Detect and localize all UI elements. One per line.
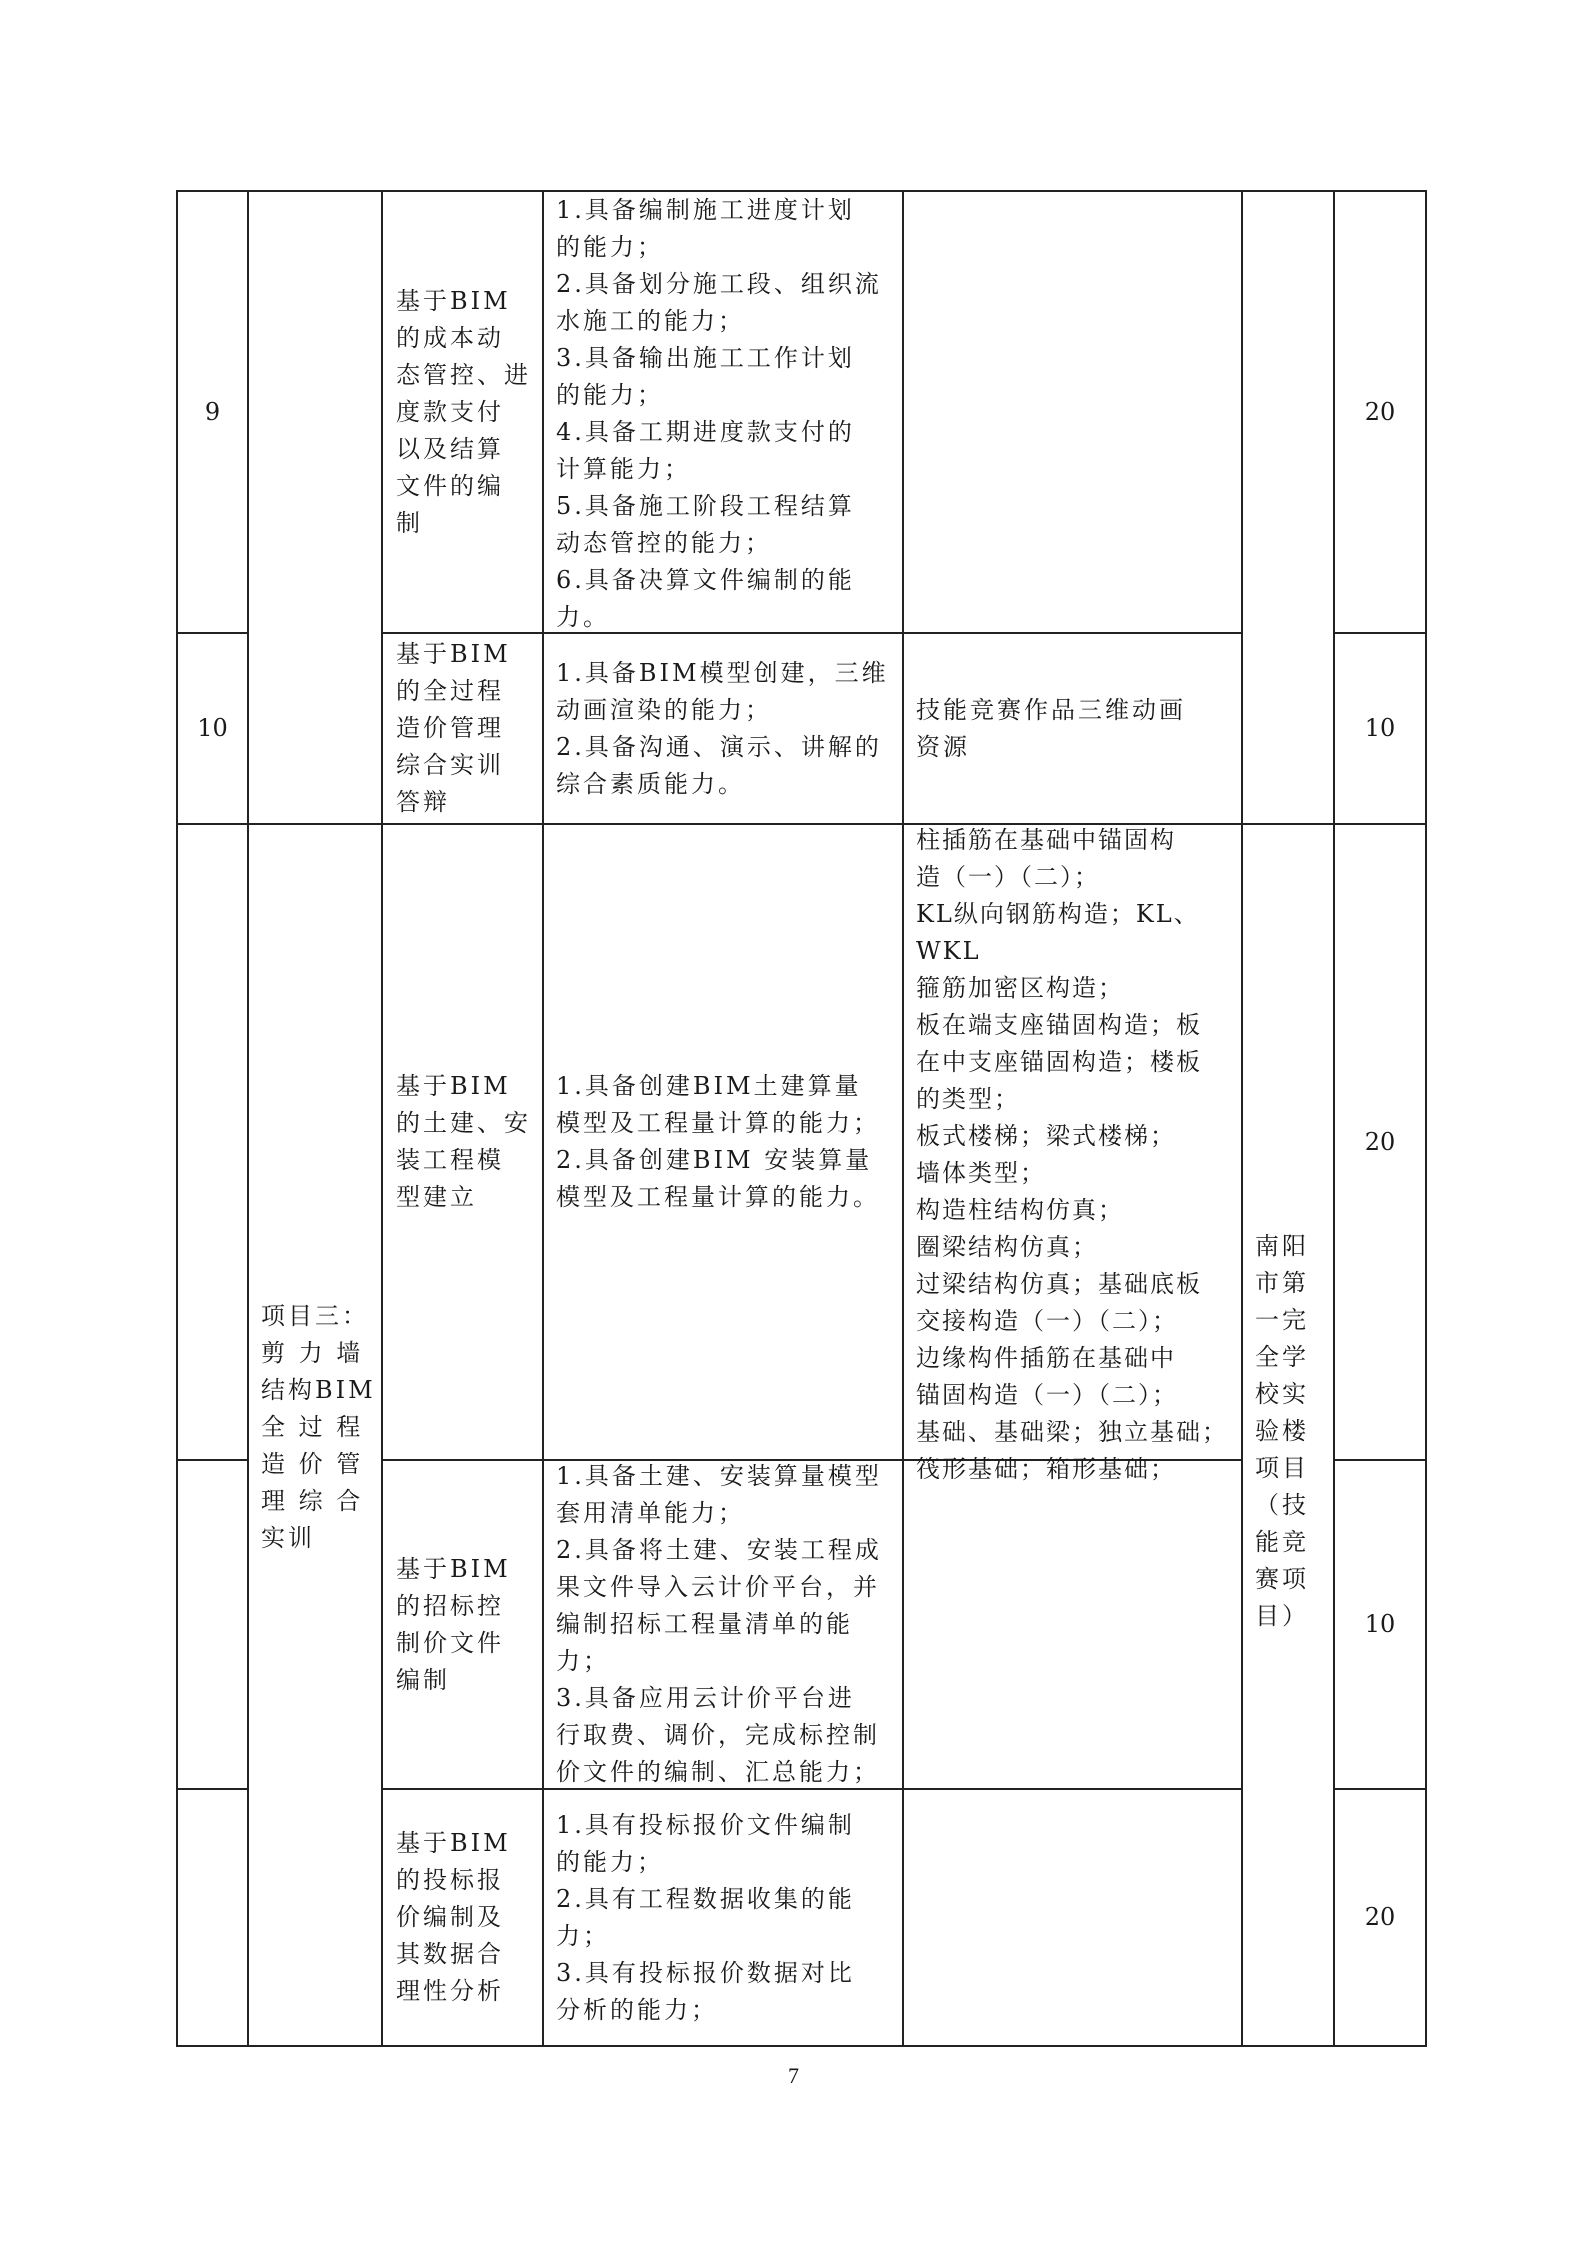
table-divider bbox=[247, 190, 249, 2046]
task-name: 基于BIM 的投标报 价编制及 其数据合 理性分析 bbox=[396, 1829, 511, 2005]
task-name: 基于BIM 的招标控 制价文件 编制 bbox=[396, 1554, 511, 1694]
ability-requirements: 1.具备编制施工进度计划 的能力； 2.具备划分施工段、组织流 水施工的能力； 3.具备输出施工工作计划 的能力； 4.具备工期进度款支付的 计算能力； 5.具备施工阶段工程结算 动态管控的能力； 6.具备决算文件编制的能 力。 bbox=[556, 196, 882, 631]
ability-requirements: 1.具有投标报价文件编制 的能力； 2.具有工程数据收集的能 力； 3.具有投标报价数据对比 分析的能力； bbox=[556, 1810, 855, 2024]
task-name: 基于BIM 的成本动 态管控、进 度款支付 以及结算 文件的编 制 bbox=[396, 286, 531, 537]
table-divider bbox=[1241, 190, 1243, 2046]
row-divider bbox=[176, 1788, 247, 1790]
task-name: 基于BIM 的全过程 造价管理 综合实训 答辩 bbox=[396, 640, 511, 816]
row-number: 9 bbox=[204, 397, 221, 426]
table-divider bbox=[542, 190, 544, 2046]
hours: 10 bbox=[1364, 1610, 1396, 1638]
ability-requirements: 1.具备创建BIM土建算量 模型及工程量计算的能力； 2.具备创建BIM 安装算量 模型及工程量计算的能力。 bbox=[556, 1072, 880, 1211]
project-name: 项目三： 剪 力 墙 结构BIM 全 过 程 造 价 管 理 综 合 实训 bbox=[261, 1302, 376, 1552]
teaching-resources: 技能竞赛作品三维动画 资源 bbox=[916, 695, 1186, 761]
practice-site: 南阳 市第 一完 全学 校实 验楼 项目 （技 能竞 赛项 目） bbox=[1255, 1232, 1309, 1630]
task-name: 基于BIM 的土建、安 装工程模 型建立 bbox=[396, 1072, 531, 1211]
hours: 10 bbox=[1364, 714, 1396, 742]
table-border-bottom bbox=[176, 2045, 1427, 2047]
ability-requirements: 1.具备土建、安装算量模型 套用清单能力； 2.具备将土建、安装工程成 果文件导入云计价平台，并 编制招标工程量清单的能 力； 3.具备应用云计价平台进 行取费、调价，完成标控制 价文件的编制、汇总能力； bbox=[556, 1462, 882, 1786]
hours: 20 bbox=[1364, 397, 1396, 426]
row-divider bbox=[176, 1459, 247, 1461]
row-number: 10 bbox=[197, 714, 228, 742]
hours: 20 bbox=[1364, 1127, 1396, 1156]
ability-requirements: 1.具备BIM模型创建，三维 动画渲染的能力； 2.具备沟通、演示、讲解的 综合素质能力。 bbox=[556, 658, 889, 798]
table-divider bbox=[902, 190, 904, 2046]
page-number: 7 bbox=[788, 2063, 799, 2088]
table-divider bbox=[381, 190, 383, 2046]
teaching-resources: 柱插筋在基础中锚固构 造（一）（二）； KL纵向钢筋构造；KL、WKL 箍筋加密区构造； 板在端支座锚固构造；板 在中支座锚固构造；楼板 的类型； 板式楼梯；梁式楼梯； 墙体类型； 构造柱结构仿真； 圈梁结构仿真； 过梁结构仿真；基础底板 交接构造（一）（二）； 边缘构件插筋在基础中 锚固构造（一）（二）； 基础、基础梁；独立基础； 筏形基础；箱形基础； bbox=[916, 826, 1228, 1483]
table-border-right bbox=[1425, 190, 1427, 2046]
hours: 20 bbox=[1364, 1903, 1396, 1931]
